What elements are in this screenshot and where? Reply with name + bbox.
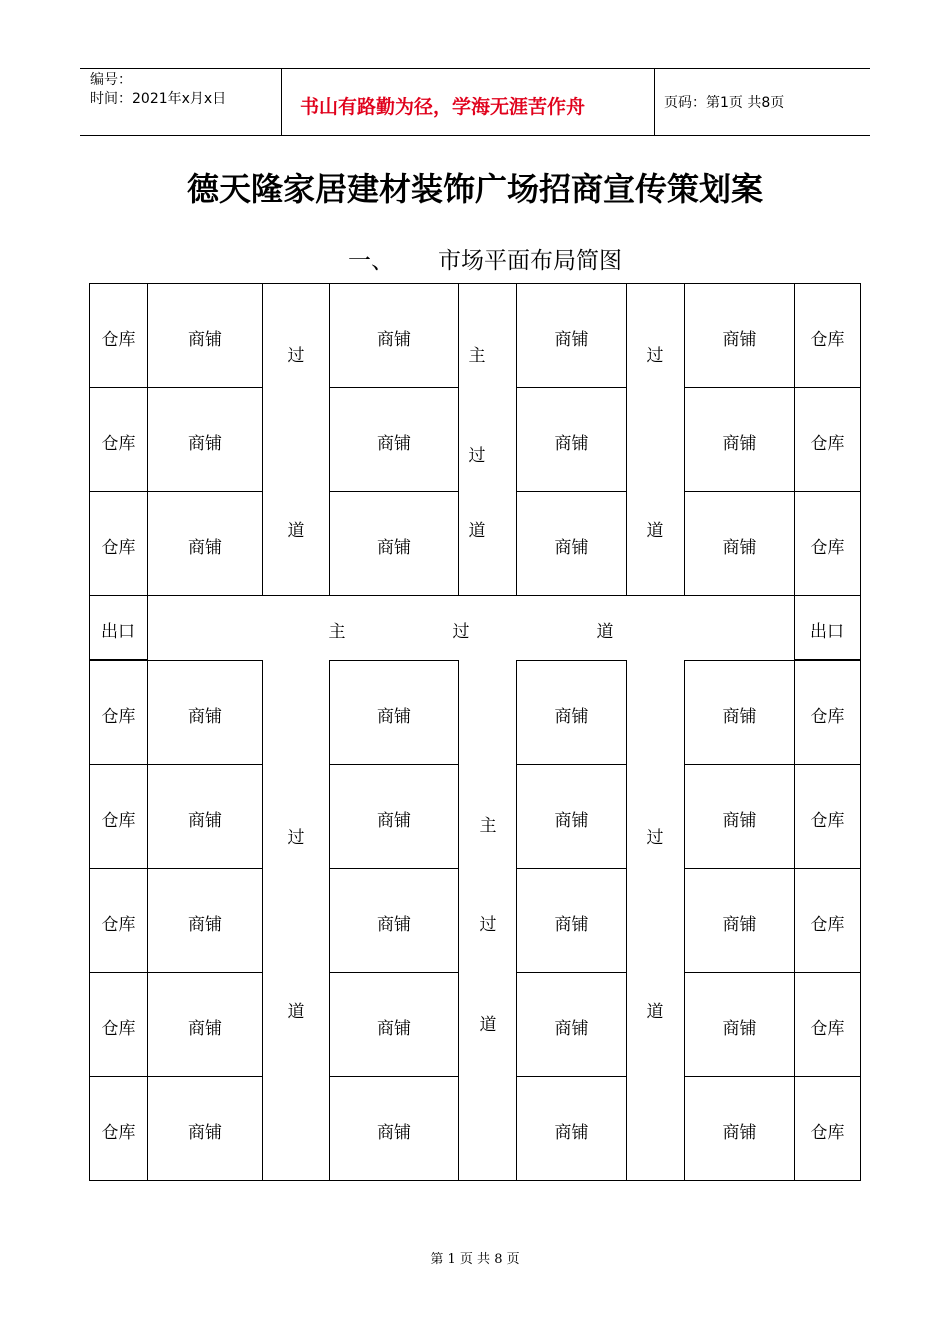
main-aisle-label-zhu: 主 xyxy=(468,346,486,366)
aisle-top-edge-3 xyxy=(627,283,684,284)
shop-cell xyxy=(684,1076,795,1181)
shop-cell xyxy=(516,972,627,1077)
warehouse-cell xyxy=(89,868,148,973)
main-corridor-label-zhu: 主 xyxy=(328,622,346,642)
shop-cell xyxy=(516,1076,627,1181)
aisle-bottom-edge-1 xyxy=(263,1180,329,1181)
aisle-top-edge-1 xyxy=(263,283,329,284)
warehouse-cell xyxy=(89,387,148,492)
main-corridor-left-edge xyxy=(89,595,90,660)
warehouse-cell-label: 仓库 xyxy=(101,330,136,350)
shop-cell xyxy=(329,387,459,492)
main-corridor-label-dao: 道 xyxy=(596,622,614,642)
shop-cell xyxy=(329,283,459,388)
main-corridor-bottom-edge-right xyxy=(794,659,861,660)
main-aisle-label-zhu: 主 xyxy=(479,816,497,836)
warehouse-cell xyxy=(794,283,861,388)
shop-cell-label: 商铺 xyxy=(377,1123,411,1143)
date-label: 时间：2021年x月x日 xyxy=(90,91,227,107)
warehouse-cell-label: 仓库 xyxy=(101,538,136,558)
shop-cell-label: 商铺 xyxy=(377,707,411,727)
exit-label-right: 出口 xyxy=(810,622,844,642)
shop-cell xyxy=(684,660,795,765)
shop-cell xyxy=(684,387,795,492)
shop-cell-label: 商铺 xyxy=(722,915,757,935)
shop-cell-label: 商铺 xyxy=(554,707,589,727)
shop-cell-label: 商铺 xyxy=(188,1019,222,1039)
shop-cell-label: 商铺 xyxy=(377,1019,411,1039)
warehouse-cell-label: 仓库 xyxy=(101,915,136,935)
shop-cell-label: 商铺 xyxy=(377,915,411,935)
page-footer: 第 1 页 共 8 页 xyxy=(430,1252,520,1267)
warehouse-cell-label: 仓库 xyxy=(810,538,845,558)
warehouse-cell xyxy=(89,283,148,388)
shop-cell-label: 商铺 xyxy=(554,434,589,454)
shop-cell-label: 商铺 xyxy=(722,538,757,558)
warehouse-cell xyxy=(89,491,148,596)
shop-cell-label: 商铺 xyxy=(377,434,411,454)
main-corridor-top-edge xyxy=(89,595,861,596)
warehouse-cell-label: 仓库 xyxy=(810,811,845,831)
shop-cell-label: 商铺 xyxy=(722,1123,757,1143)
warehouse-cell-label: 仓库 xyxy=(810,1123,845,1143)
main-corridor-bottom-edge-left xyxy=(89,659,148,660)
aisle-label-pass: 过 xyxy=(646,346,664,366)
shop-cell xyxy=(684,491,795,596)
shop-cell-label: 商铺 xyxy=(377,811,411,831)
shop-cell-label: 商铺 xyxy=(554,1019,589,1039)
shop-cell-label: 商铺 xyxy=(188,1123,222,1143)
aisle-label-road: 道 xyxy=(287,521,305,541)
document-title: 德天隆家居建材装饰广场招商宣传策划案 xyxy=(186,170,763,208)
shop-cell-label: 商铺 xyxy=(554,915,589,935)
exit-label-left: 出口 xyxy=(101,622,135,642)
aisle-label-road: 道 xyxy=(287,1002,305,1022)
shop-cell-label: 商铺 xyxy=(554,1123,589,1143)
shop-cell xyxy=(684,283,795,388)
shop-cell-label: 商铺 xyxy=(554,811,589,831)
shop-cell xyxy=(516,868,627,973)
warehouse-cell xyxy=(794,868,861,973)
warehouse-cell-label: 仓库 xyxy=(810,1019,845,1039)
main-aisle-label-guo: 过 xyxy=(468,446,486,466)
warehouse-cell xyxy=(89,1076,148,1181)
shop-cell-label: 商铺 xyxy=(377,330,411,350)
shop-cell xyxy=(147,868,263,973)
aisle-label-road: 道 xyxy=(646,1002,664,1022)
shop-cell-label: 商铺 xyxy=(722,330,757,350)
shop-cell xyxy=(516,764,627,869)
shop-cell-label: 商铺 xyxy=(188,915,222,935)
shop-cell-label: 商铺 xyxy=(188,330,222,350)
aisle-label-pass: 过 xyxy=(287,346,305,366)
aisle-bottom-edge-2 xyxy=(459,1180,516,1181)
shop-cell-label: 商铺 xyxy=(554,330,589,350)
shop-cell xyxy=(147,972,263,1077)
warehouse-cell-label: 仓库 xyxy=(101,1019,136,1039)
shop-cell xyxy=(516,387,627,492)
shop-cell xyxy=(684,972,795,1077)
exit-left-divider xyxy=(147,595,148,660)
shop-cell xyxy=(329,868,459,973)
warehouse-cell xyxy=(794,387,861,492)
shop-cell xyxy=(329,1076,459,1181)
shop-cell xyxy=(147,764,263,869)
warehouse-cell-label: 仓库 xyxy=(101,811,136,831)
motto-text: 书山有路勤为径，学海无涯苦作舟 xyxy=(300,96,586,118)
warehouse-cell xyxy=(794,1076,861,1181)
shop-cell-label: 商铺 xyxy=(188,538,222,558)
shop-cell-label: 商铺 xyxy=(722,434,757,454)
aisle-top-edge-2 xyxy=(459,283,516,284)
aisle-label-pass: 过 xyxy=(646,828,664,848)
main-corridor-label-guo: 过 xyxy=(452,622,470,642)
shop-cell xyxy=(329,491,459,596)
shop-cell xyxy=(147,1076,263,1181)
warehouse-cell-label: 仓库 xyxy=(810,330,845,350)
aisle-label-road: 道 xyxy=(646,521,664,541)
warehouse-cell-label: 仓库 xyxy=(810,707,845,727)
shop-cell xyxy=(516,660,627,765)
warehouse-cell xyxy=(794,972,861,1077)
shop-cell xyxy=(684,868,795,973)
shop-cell-label: 商铺 xyxy=(722,707,757,727)
shop-cell xyxy=(147,491,263,596)
main-aisle-label-dao: 道 xyxy=(468,521,486,541)
page-info: 页码：第1页 共8页 xyxy=(664,95,785,111)
exit-right-divider xyxy=(794,595,795,660)
warehouse-cell-label: 仓库 xyxy=(101,1123,136,1143)
section-heading: 市场平面布局简图 xyxy=(438,248,622,274)
warehouse-cell xyxy=(89,764,148,869)
shop-cell xyxy=(329,972,459,1077)
shop-cell-label: 商铺 xyxy=(188,434,222,454)
section-number: 一、 xyxy=(348,248,394,274)
warehouse-cell-label: 仓库 xyxy=(810,434,845,454)
shop-cell-label: 商铺 xyxy=(377,538,411,558)
shop-cell-label: 商铺 xyxy=(188,707,222,727)
warehouse-cell xyxy=(794,764,861,869)
main-aisle-label-guo: 过 xyxy=(479,915,497,935)
warehouse-cell xyxy=(794,660,861,765)
shop-cell xyxy=(684,764,795,869)
aisle-bottom-edge-3 xyxy=(627,1180,684,1181)
warehouse-cell-label: 仓库 xyxy=(101,434,136,454)
main-aisle-label-dao: 道 xyxy=(479,1015,497,1035)
aisle-label-pass: 过 xyxy=(287,828,305,848)
shop-cell xyxy=(147,283,263,388)
number-label: 编号： xyxy=(90,72,132,88)
warehouse-cell-label: 仓库 xyxy=(810,915,845,935)
shop-cell-label: 商铺 xyxy=(554,538,589,558)
shop-cell xyxy=(329,764,459,869)
main-corridor-right-edge xyxy=(860,595,861,660)
shop-cell xyxy=(516,283,627,388)
warehouse-cell-label: 仓库 xyxy=(101,707,136,727)
warehouse-cell xyxy=(89,972,148,1077)
shop-cell-label: 商铺 xyxy=(722,1019,757,1039)
shop-cell xyxy=(329,660,459,765)
shop-cell xyxy=(147,660,263,765)
shop-cell xyxy=(516,491,627,596)
shop-cell-label: 商铺 xyxy=(722,811,757,831)
warehouse-cell xyxy=(794,491,861,596)
shop-cell-label: 商铺 xyxy=(188,811,222,831)
warehouse-cell xyxy=(89,660,148,765)
shop-cell xyxy=(147,387,263,492)
